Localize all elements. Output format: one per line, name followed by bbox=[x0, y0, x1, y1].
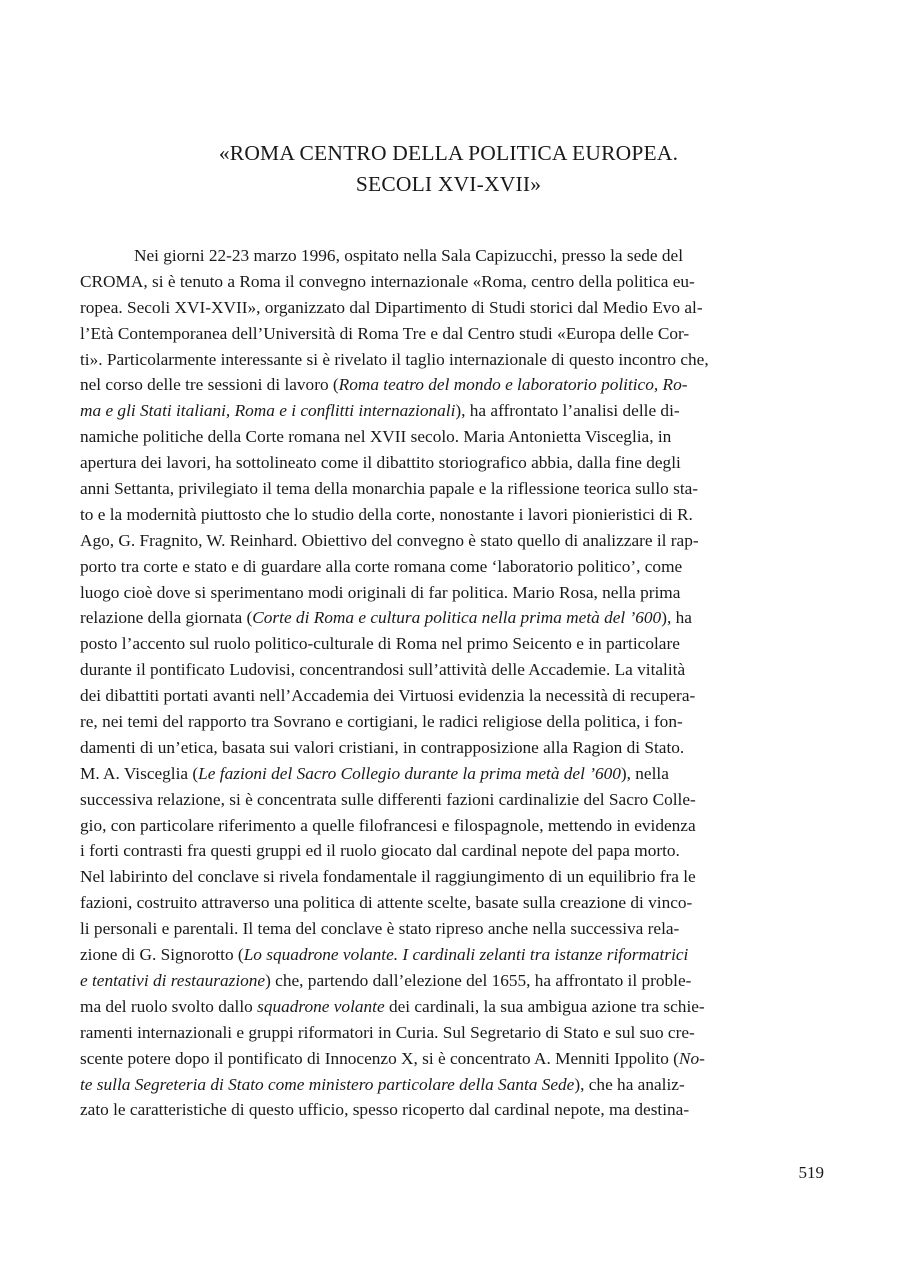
text-line bbox=[80, 1046, 824, 1072]
text-segment: re, nei temi del rapporto tra Sovrano e cortigiani, le radici religiose della politica, i fon- bbox=[80, 712, 683, 732]
text-segment: porto tra corte e stato e di guardare alla corte romana come ‘laboratorio politico’, come bbox=[80, 556, 683, 576]
text-segment: dei cardinali, la sua ambigua azione tra schie- bbox=[384, 996, 705, 1016]
text-segment: li personali e parentali. Il tema del conclave è stato ripreso anche nella successiva rela- bbox=[80, 919, 680, 939]
text-line bbox=[80, 631, 824, 657]
article-title bbox=[0, 138, 897, 200]
text-segment: ramenti internazionali e gruppi riformatori in Curia. Sul Segretario di Stato e sul suo cre- bbox=[80, 1022, 695, 1042]
text-segment: relazione della giornata ( bbox=[80, 608, 253, 628]
text-line bbox=[80, 347, 824, 373]
text-line bbox=[80, 735, 824, 761]
text-segment: ), nella bbox=[620, 763, 669, 783]
text-line bbox=[80, 372, 824, 398]
title-line-1: «ROMA CENTRO DELLA POLITICA EUROPEA. bbox=[218, 141, 679, 165]
body-paragraph bbox=[80, 243, 824, 1123]
italic-text-segment: Roma teatro del mondo e laboratorio politico, Ro- bbox=[338, 375, 688, 395]
text-segment: zione di G. Signorotto ( bbox=[80, 945, 244, 965]
text-line bbox=[80, 1072, 824, 1098]
text-segment: to e la modernità piuttosto che lo studio della corte, nonostante i lavori pionieristici di R. bbox=[80, 504, 693, 524]
title-line-2: SECOLI XVI-XVII» bbox=[355, 172, 542, 196]
text-line bbox=[80, 942, 824, 968]
text-segment: ma del ruolo svolto dallo bbox=[80, 996, 258, 1016]
text-line bbox=[80, 243, 824, 269]
page-number: 519 bbox=[798, 1163, 824, 1182]
text-segment: dei dibattiti portati avanti nell’Accademia dei Virtuosi evidenzia la necessità di recupera- bbox=[80, 686, 696, 706]
text-segment: i forti contrasti fra questi gruppi ed il ruolo giocato dal cardinal nepote del papa morto. bbox=[80, 841, 680, 861]
text-segment: luogo cioè dove si sperimentano modi originali di far politica. Mario Rosa, nella prima bbox=[80, 582, 681, 602]
italic-text-segment: Le fazioni del Sacro Collegio durante la prima metà del ’600 bbox=[198, 763, 621, 783]
text-line bbox=[80, 295, 824, 321]
text-line bbox=[80, 476, 824, 502]
text-segment: Nel labirinto del conclave si rivela fondamentale il raggiungimento di un equilibrio fra le bbox=[80, 867, 696, 887]
text-segment: zato le caratteristiche di questo ufficio, spesso ricoperto dal cardinal nepote, ma destina- bbox=[80, 1100, 690, 1120]
text-line bbox=[80, 968, 824, 994]
text-line bbox=[80, 709, 824, 735]
italic-text-segment: ma e gli Stati italiani, Roma e i conflitti internazionali bbox=[80, 401, 456, 421]
text-segment: ti». Particolarmente interessante si è rivelato il taglio internazionale di questo incontro che, bbox=[80, 349, 709, 369]
text-line bbox=[80, 502, 824, 528]
text-line bbox=[80, 994, 824, 1020]
text-line bbox=[80, 269, 824, 295]
text-line bbox=[80, 424, 824, 450]
text-line bbox=[80, 890, 824, 916]
text-segment: ), ha bbox=[661, 608, 692, 628]
text-line bbox=[80, 683, 824, 709]
text-line bbox=[80, 580, 824, 606]
text-line bbox=[80, 1020, 824, 1046]
text-line bbox=[80, 450, 824, 476]
text-segment: gio, con particolare riferimento a quelle filofrancesi e filospagnole, mettendo in evidenza bbox=[80, 815, 696, 835]
text-segment: Nei giorni 22-23 marzo 1996, ospitato nella Sala Capizucchi, presso la sede del bbox=[134, 246, 684, 265]
text-line bbox=[80, 657, 824, 683]
text-segment: posto l’accento sul ruolo politico-culturale di Roma nel primo Seicento e in particolare bbox=[80, 634, 680, 654]
text-segment: Ago, G. Fragnito, W. Reinhard. Obiettivo del convegno è stato quello di analizzare il rap- bbox=[80, 530, 699, 550]
italic-text-segment: squadrone volante bbox=[257, 996, 385, 1016]
text-segment: anni Settanta, privilegiato il tema della monarchia papale e la riflessione teorica sullo sta- bbox=[80, 479, 699, 499]
text-segment: namiche politiche della Corte romana nel XVII secolo. Maria Antonietta Visceglia, in bbox=[80, 427, 672, 447]
italic-text-segment: No- bbox=[678, 1048, 705, 1068]
italic-text-segment: te sulla Segreteria di Stato come ministero particolare della Santa Sede bbox=[80, 1074, 575, 1094]
text-line bbox=[80, 1097, 824, 1123]
text-segment: fazioni, costruito attraverso una politica di attente scelte, basate sulla creazione di vinco- bbox=[80, 893, 693, 913]
text-line bbox=[80, 528, 824, 554]
text-segment: scente potere dopo il pontificato di Innocenzo X, si è concentrato A. Menniti Ippolito ( bbox=[80, 1048, 679, 1068]
text-segment: M. A. Visceglia ( bbox=[80, 763, 199, 783]
text-line bbox=[80, 916, 824, 942]
text-segment: CROMA, si è tenuto a Roma il convegno internazionale «Roma, centro della politica eu- bbox=[80, 271, 695, 291]
text-segment: ), ha affrontato l’analisi delle di- bbox=[455, 401, 680, 421]
text-line bbox=[80, 813, 824, 839]
text-line bbox=[80, 321, 824, 347]
text-segment: ropea. Secoli XVI-XVII», organizzato dal Dipartimento di Studi storici dal Medio Evo al- bbox=[80, 297, 703, 317]
text-line bbox=[80, 761, 824, 787]
text-segment: l’Età Contemporanea dell’Università di Roma Tre e dal Centro studi «Europa delle Cor- bbox=[80, 323, 690, 343]
text-line bbox=[80, 605, 824, 631]
text-line bbox=[80, 864, 824, 890]
text-segment: durante il pontificato Ludovisi, concentrandosi sull’attività delle Accademie. La vitalità bbox=[80, 660, 686, 680]
text-segment: damenti di un’etica, basata sui valori cristiani, in contrapposizione alla Ragion di Stato. bbox=[80, 737, 685, 757]
text-segment: successiva relazione, si è concentrata sulle differenti fazioni cardinalizie del Sacro Colle- bbox=[80, 789, 696, 809]
text-segment: nel corso delle tre sessioni di lavoro ( bbox=[80, 375, 339, 395]
text-line bbox=[80, 838, 824, 864]
text-segment: apertura dei lavori, ha sottolineato come il dibattito storiografico abbia, dalla fine degli bbox=[80, 453, 681, 473]
italic-text-segment: Corte di Roma e cultura politica nella prima metà del ’600 bbox=[252, 608, 662, 628]
text-line bbox=[80, 787, 824, 813]
text-segment: ) che, partendo dall’elezione del 1655, ha affrontato il proble- bbox=[265, 970, 692, 990]
italic-text-segment: e tentativi di restaurazione bbox=[80, 970, 266, 990]
text-line bbox=[80, 554, 824, 580]
italic-text-segment: Lo squadrone volante. I cardinali zelanti tra istanze riformatrici bbox=[243, 945, 689, 965]
text-line bbox=[80, 398, 824, 424]
text-segment: ), che ha analiz- bbox=[574, 1074, 685, 1094]
